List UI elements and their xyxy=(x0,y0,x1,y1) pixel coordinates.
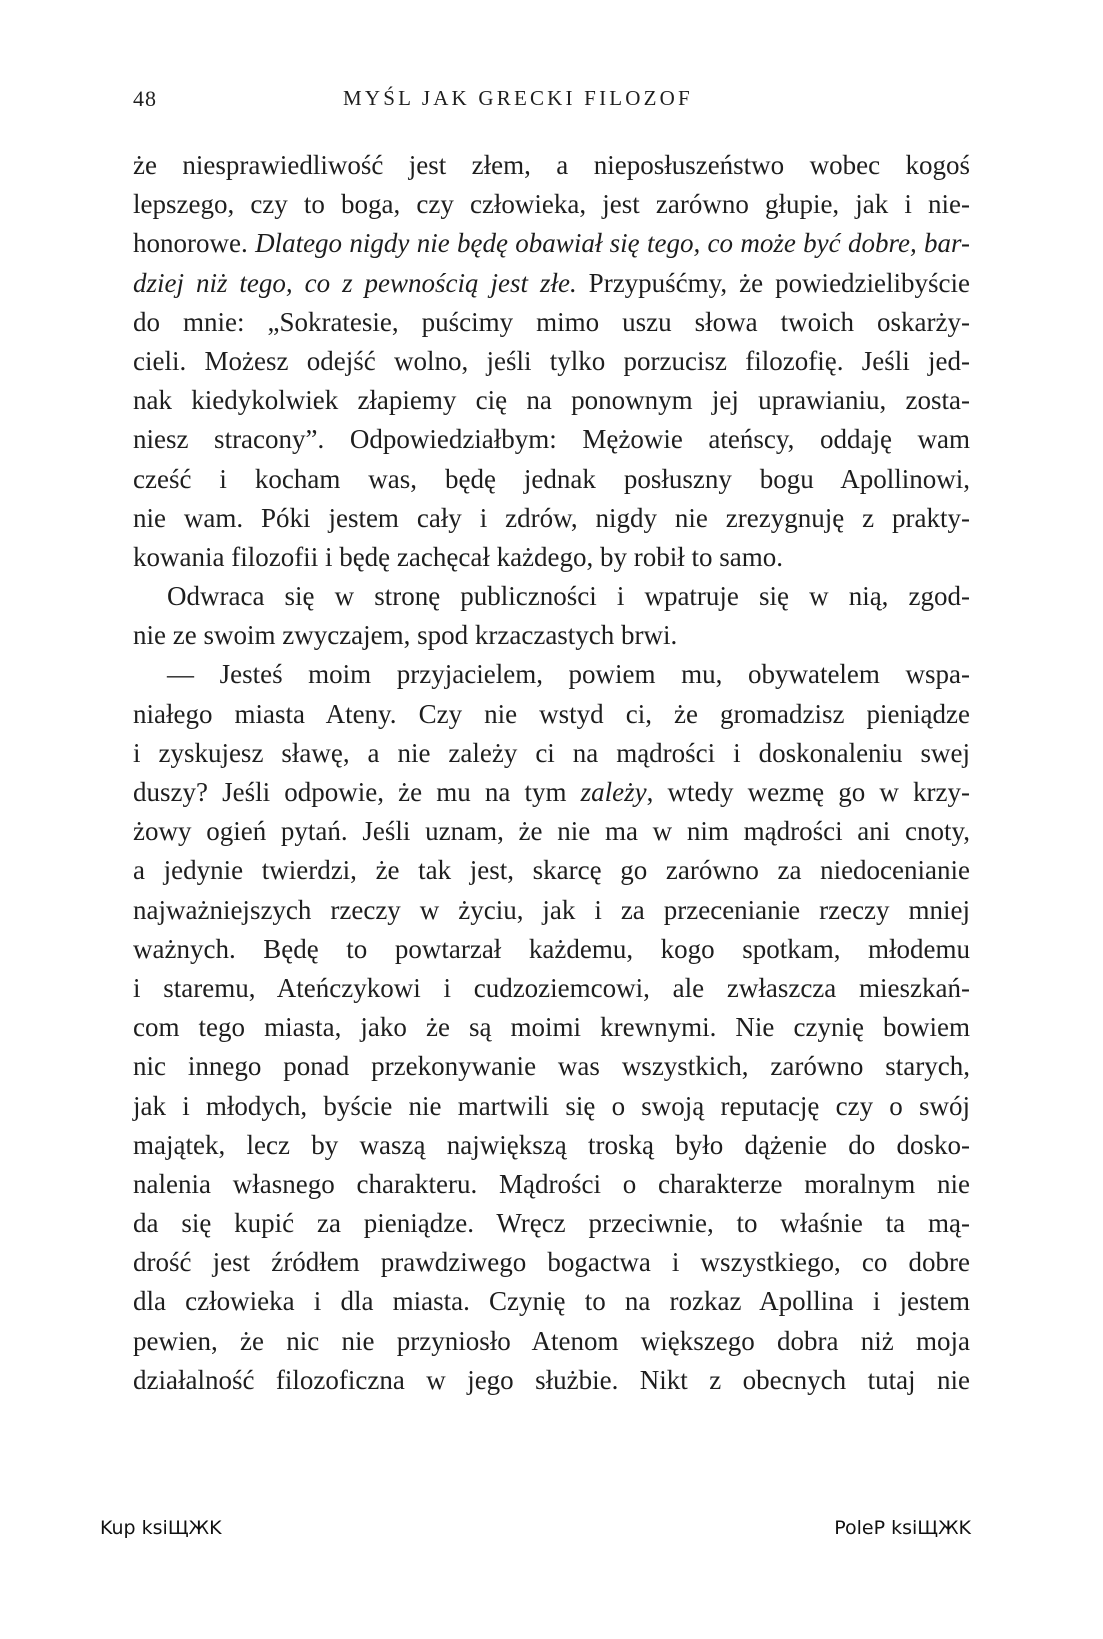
text-line xyxy=(133,577,970,616)
text-line xyxy=(133,264,970,303)
text-run: jak i młodych, byście nie martwili się o swoją reputację czy o swój xyxy=(133,1090,970,1121)
text-line xyxy=(133,224,970,263)
text-run: nalenia własnego charakteru. Mądrości o charakterze moralnym nie xyxy=(133,1168,970,1199)
text-run: majątek, lecz by waszą największą troską było dążenie do dosko- xyxy=(133,1129,970,1160)
text-line xyxy=(133,1087,970,1126)
text-run: nak kiedykolwiek złapiemy cię na ponownym jej uprawianiu, zosta- xyxy=(133,385,970,416)
text-line xyxy=(133,891,970,930)
text-line xyxy=(133,1008,970,1047)
italic-text: Dlatego nigdy nie będę obawiał się tego, co może być dobre, bar- xyxy=(255,228,970,259)
page-number: 48 xyxy=(133,86,157,111)
text-run: niałego miasta Ateny. Czy nie wstyd ci, że gromadzisz pieniądze xyxy=(133,698,970,729)
text-line xyxy=(133,1047,970,1086)
text-line xyxy=(133,381,970,420)
running-head xyxy=(133,86,970,118)
text-line xyxy=(133,1361,970,1400)
text-run: najważniejszych rzeczy w życiu, jak i za przecenianie rzeczy mniej xyxy=(133,894,970,925)
text-run: Odwraca się w stronę publiczności i wpatruje się w nią, zgod- xyxy=(167,581,970,612)
text-line xyxy=(133,851,970,890)
italic-text: zależy xyxy=(580,777,647,807)
text-line xyxy=(133,616,970,655)
text-run: duszy? Jeśli odpowie, że mu na tym xyxy=(133,777,581,807)
text-line xyxy=(133,499,970,538)
text-run: drość jest źródłem prawdziwego bogactwa i wszystkiego, co dobre xyxy=(133,1247,970,1278)
text-line xyxy=(133,1282,970,1321)
text-line xyxy=(133,460,970,499)
text-run: lepszego, czy to boga, czy człowieka, jest zarówno głupie, jak i nie- xyxy=(133,189,970,220)
text-run: nic innego ponad przekonywanie was wszystkich, zarówno starych, xyxy=(133,1051,970,1082)
italic-text: dziej niż tego, co z pewnością jest złe. xyxy=(133,267,577,298)
text-line xyxy=(133,1243,970,1282)
text-run: com tego miasta, jako że są moimi krewnymi. Nie czynię bowiem xyxy=(133,1012,970,1043)
text-run: a jedynie twierdzi, że tak jest, skarcę go zarówno za niedocenianie xyxy=(133,855,970,886)
text-line xyxy=(133,185,970,224)
text-run: i zyskujesz sławę, a nie zależy ci na mądrości i doskonaleniu swej xyxy=(133,737,970,768)
text-line xyxy=(133,1165,970,1204)
text-line xyxy=(133,695,970,734)
text-run: pewien, że nic nie przyniosło Atenom większego dobra niż moja xyxy=(133,1325,970,1356)
text-line xyxy=(133,342,970,381)
text-line xyxy=(133,1322,970,1361)
text-line xyxy=(133,146,970,185)
text-line xyxy=(133,773,970,812)
text-run: cieli. Możesz odejść wolno, jeśli tylko porzucisz filozofię. Jeśli jed- xyxy=(133,345,970,376)
text-run: działalność filozoficzna w jego służbie. Nikt z obecnych tutaj nie xyxy=(133,1364,970,1395)
text-run: że niesprawiedliwość jest złem, a nieposłuszeństwo wobec kogoś xyxy=(133,150,970,180)
recommend-book-link[interactable]: PoleP ksiЩЖK xyxy=(834,1517,971,1539)
text-run: nie ze swoim zwyczajem, spod krzaczastych brwi. xyxy=(133,620,678,651)
text-run: — Jesteś moim przyjacielem, powiem mu, obywatelem wspa- xyxy=(167,659,970,690)
buy-book-link[interactable]: Kup ksiЩЖK xyxy=(100,1517,222,1539)
text-run: nie wam. Póki jestem cały i zdrów, nigdy nie zrezygnuję z prakty- xyxy=(133,502,970,533)
text-run: i staremu, Ateńczykowi i cudzoziemcowi, ale zwłaszcza mieszkań- xyxy=(133,972,970,1003)
text-line xyxy=(133,538,970,577)
text-run: kowania filozofii i będę zachęcał każdego, by robił to samo. xyxy=(133,541,784,572)
text-line xyxy=(133,303,970,342)
text-run: da się kupić za pieniądze. Wręcz przeciwnie, to właśnie ta mą- xyxy=(133,1208,970,1239)
text-line xyxy=(133,420,970,459)
text-run: cześć i kocham was, będę jednak posłuszny bogu Apollinowi, xyxy=(133,463,970,494)
text-line xyxy=(133,1126,970,1165)
text-run: Przypuśćmy, że powiedzielibyście xyxy=(576,267,970,298)
body-text xyxy=(133,146,970,1400)
text-run: do mnie: „Sokratesie, puścimy mimo uszu słowa twoich oskarży- xyxy=(133,306,970,337)
text-line xyxy=(133,1204,970,1243)
text-line xyxy=(133,969,970,1008)
text-run: honorowe. xyxy=(133,228,256,259)
text-run: , wtedy wezmę go w krzy- xyxy=(646,777,970,807)
text-run: niesz stracony”. Odpowiedziałbym: Mężowie ateńscy, oddaję wam xyxy=(133,424,970,455)
text-line xyxy=(133,812,970,851)
text-run: dla człowieka i dla miasta. Czynię to na rozkaz Apollina i jestem xyxy=(133,1286,970,1317)
text-line xyxy=(133,734,970,773)
text-line xyxy=(133,930,970,969)
text-run: ważnych. Będę to powtarzał każdemu, kogo spotkam, młodemu xyxy=(133,933,970,964)
text-run: żowy ogień pytań. Jeśli uznam, że nie ma w nim mądrości ani cnoty, xyxy=(133,816,970,847)
running-title: MYŚL JAK GRECKI FILOZOF xyxy=(343,86,693,110)
text-line xyxy=(133,655,970,694)
